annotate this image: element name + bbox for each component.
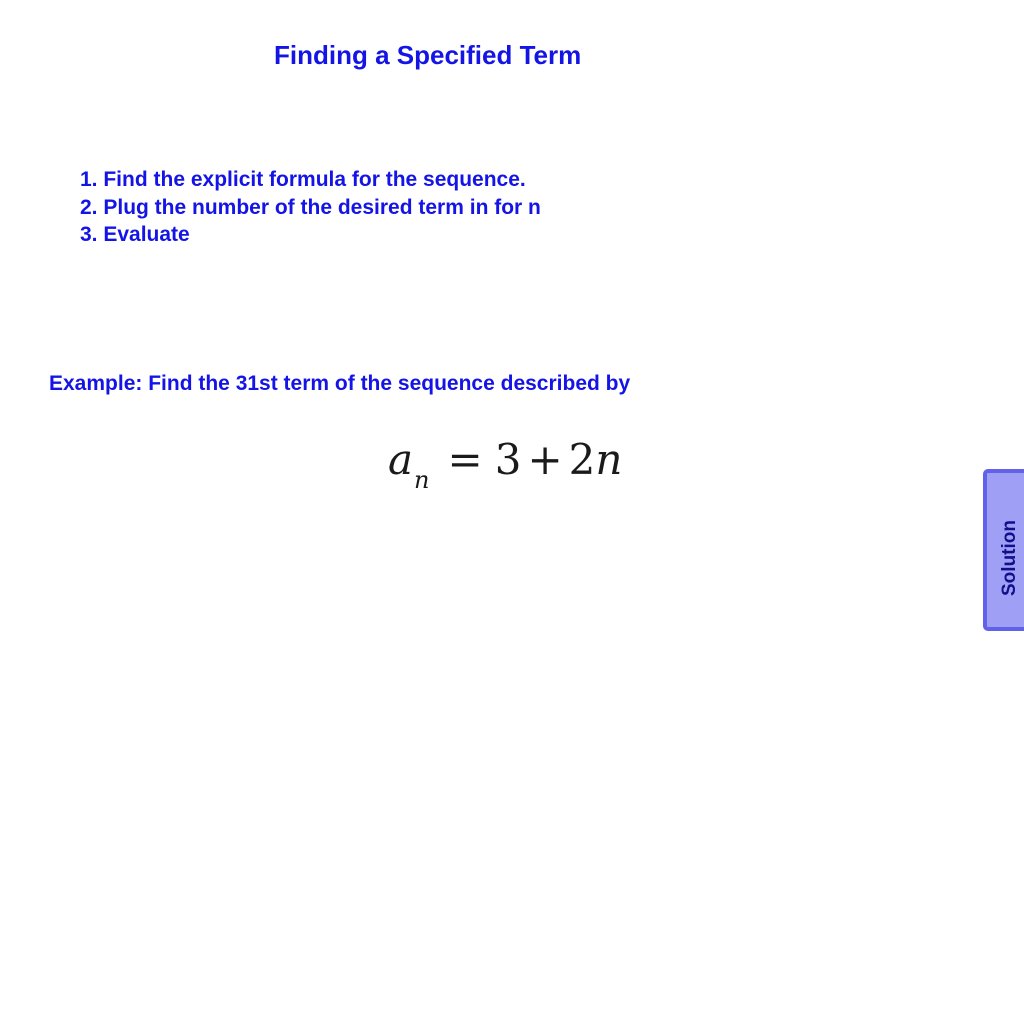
step-3: 3. Evaluate [80, 223, 190, 246]
step-1: 1. Find the explicit formula for the sequence. [80, 168, 526, 191]
formula-coefficient: 2 [568, 435, 596, 484]
formula-term: n [595, 435, 623, 484]
formula-equals: = [447, 435, 483, 484]
page-title: Finding a Specified Term [274, 40, 582, 70]
solution-tab-label: Solution [999, 520, 1020, 596]
solution-tab-button[interactable] [983, 469, 1024, 631]
example-prompt: Example: Find the 31st term of the sequence described by [49, 372, 631, 395]
formula-subscript: n [414, 466, 430, 494]
formula-plus: + [527, 435, 563, 484]
steps-list [80, 166, 541, 249]
formula-constant: 3 [494, 435, 522, 484]
step-2: 2. Plug the number of the desired term in for n [80, 195, 541, 219]
formula [388, 432, 622, 494]
formula-variable: a [388, 435, 414, 484]
